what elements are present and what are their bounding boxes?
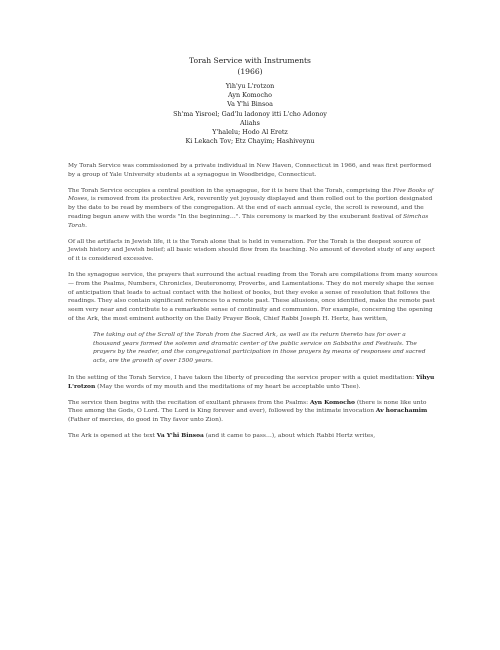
section-item: Aliahs bbox=[240, 118, 260, 127]
paragraph bbox=[68, 187, 440, 231]
paragraph bbox=[68, 432, 440, 441]
paragraph: In the synagogue service, the prayers that surround the actual reading from the Torah are compilations from many sources — from the Psalms, Numbers, Chronicles, Deuteronomy, Proverbs, and Lamentations. They do not merely shape the sense of anticipation that leads to actual contact with the holiest of books, but they evoke a sense of resolution that follows the readings. They also contain significant references to a remote past. These allusions, once identified, make the remote past seem very near and contribute to a remarkable sense of continuity and communion. For example, concerning the opening of the Ark, the most eminent authority on the Daily Prayer Book, Chief Rabbi Joseph H. Hertz, has written, bbox=[68, 271, 438, 322]
text-run: The Ark is opened at the text bbox=[68, 432, 155, 439]
bold-text: Va Y'hi Binsoa bbox=[156, 431, 204, 439]
paragraph bbox=[68, 399, 440, 425]
text-run: The Torah Service occupies a central position in the synagogue, for it is here that the Torah, comprising the bbox=[68, 187, 392, 194]
paragraph bbox=[68, 374, 440, 392]
italic-text: Simchas Torah bbox=[68, 213, 429, 229]
paragraph: Of all the artifacts in Jewish life, it is the Torah alone that is held in veneration. For the Torah is the deepest source of Jewish history and Jewish belief; all basic wisdom should flow from its teaching. No amount of devoted study of any aspect of it is considered excessive. bbox=[68, 238, 436, 263]
text-run: (May the words of my mouth and the meditations of my heart be acceptable unto Thee). bbox=[97, 383, 361, 390]
section-list bbox=[0, 82, 500, 146]
section-item: Yih'yu L'rotzon bbox=[225, 82, 275, 90]
body-text bbox=[68, 162, 440, 448]
text-run: In the setting of the Torah Service, I have taken the liberty of preceding the service proper with a quiet meditation: bbox=[68, 374, 415, 381]
section-item: Ki Lekach Tov; Etz Chayim; Hashiveynu bbox=[185, 137, 315, 146]
text-run: . bbox=[85, 222, 88, 229]
paragraph: My Torah Service was commissioned by a private individual in New Haven, Connecticut in 1966, and was first performed by a group of Yale University students at a synagogue in Woodbridge, Connecticut. bbox=[68, 163, 432, 178]
title-text: Torah Service with Instruments bbox=[189, 56, 311, 65]
bold-text: Yihyu L'rotzon bbox=[68, 373, 435, 390]
text-run: (and it came to pass…), about which Rabbi Hertz writes, bbox=[205, 432, 376, 439]
title-year: (1966) bbox=[237, 67, 263, 76]
text-run: , is removed from its protective Ark, reverently yet joyously displayed and then rolled out to the portion designated by the date to be read by members of the congregation. At the end of each annual cycle, the scroll is rewound, and the reading begun anew with the words "In the beginning…". This ceremony is marked by the exuberant festival of bbox=[68, 196, 433, 220]
section-item: Y'halelu; Hodo Al Eretz bbox=[212, 128, 288, 137]
bold-text: Ayn Komocho bbox=[310, 398, 355, 406]
document-title bbox=[0, 55, 500, 77]
section-item: Sh'ma Yisroel; Gad'lu ladonoy itti L'cho Adonoy bbox=[173, 109, 327, 118]
text-run: The service then begins with the recitation of exultant phrases from the Psalms: bbox=[68, 399, 309, 406]
section-item: Va Y'hi Binsoa bbox=[227, 100, 273, 109]
text-run: (Father of mercies, do good in Thy favor unto Zion). bbox=[68, 417, 224, 424]
text-run: (there is none like unto Thee among the Gods, O Lord. The Lord is King forever and ever), followed by the intimate invocation bbox=[68, 399, 427, 415]
section-item: Ayn Komocho bbox=[227, 91, 272, 100]
bold-text: Av horachamim bbox=[375, 407, 428, 415]
block-quote: The taking out of the Scroll of the Torah from the Sacred Ark, as well as its return thereto has for over a thousand years formed the solemn and dramatic center of the public service on Sabbaths and Festivals. The prayers by the reader, and the congregational participation in those prayers by means of responses and sacred acts, are the growth of over 1500 years. bbox=[93, 331, 426, 365]
italic-text: Five Books of Moses bbox=[68, 187, 434, 203]
